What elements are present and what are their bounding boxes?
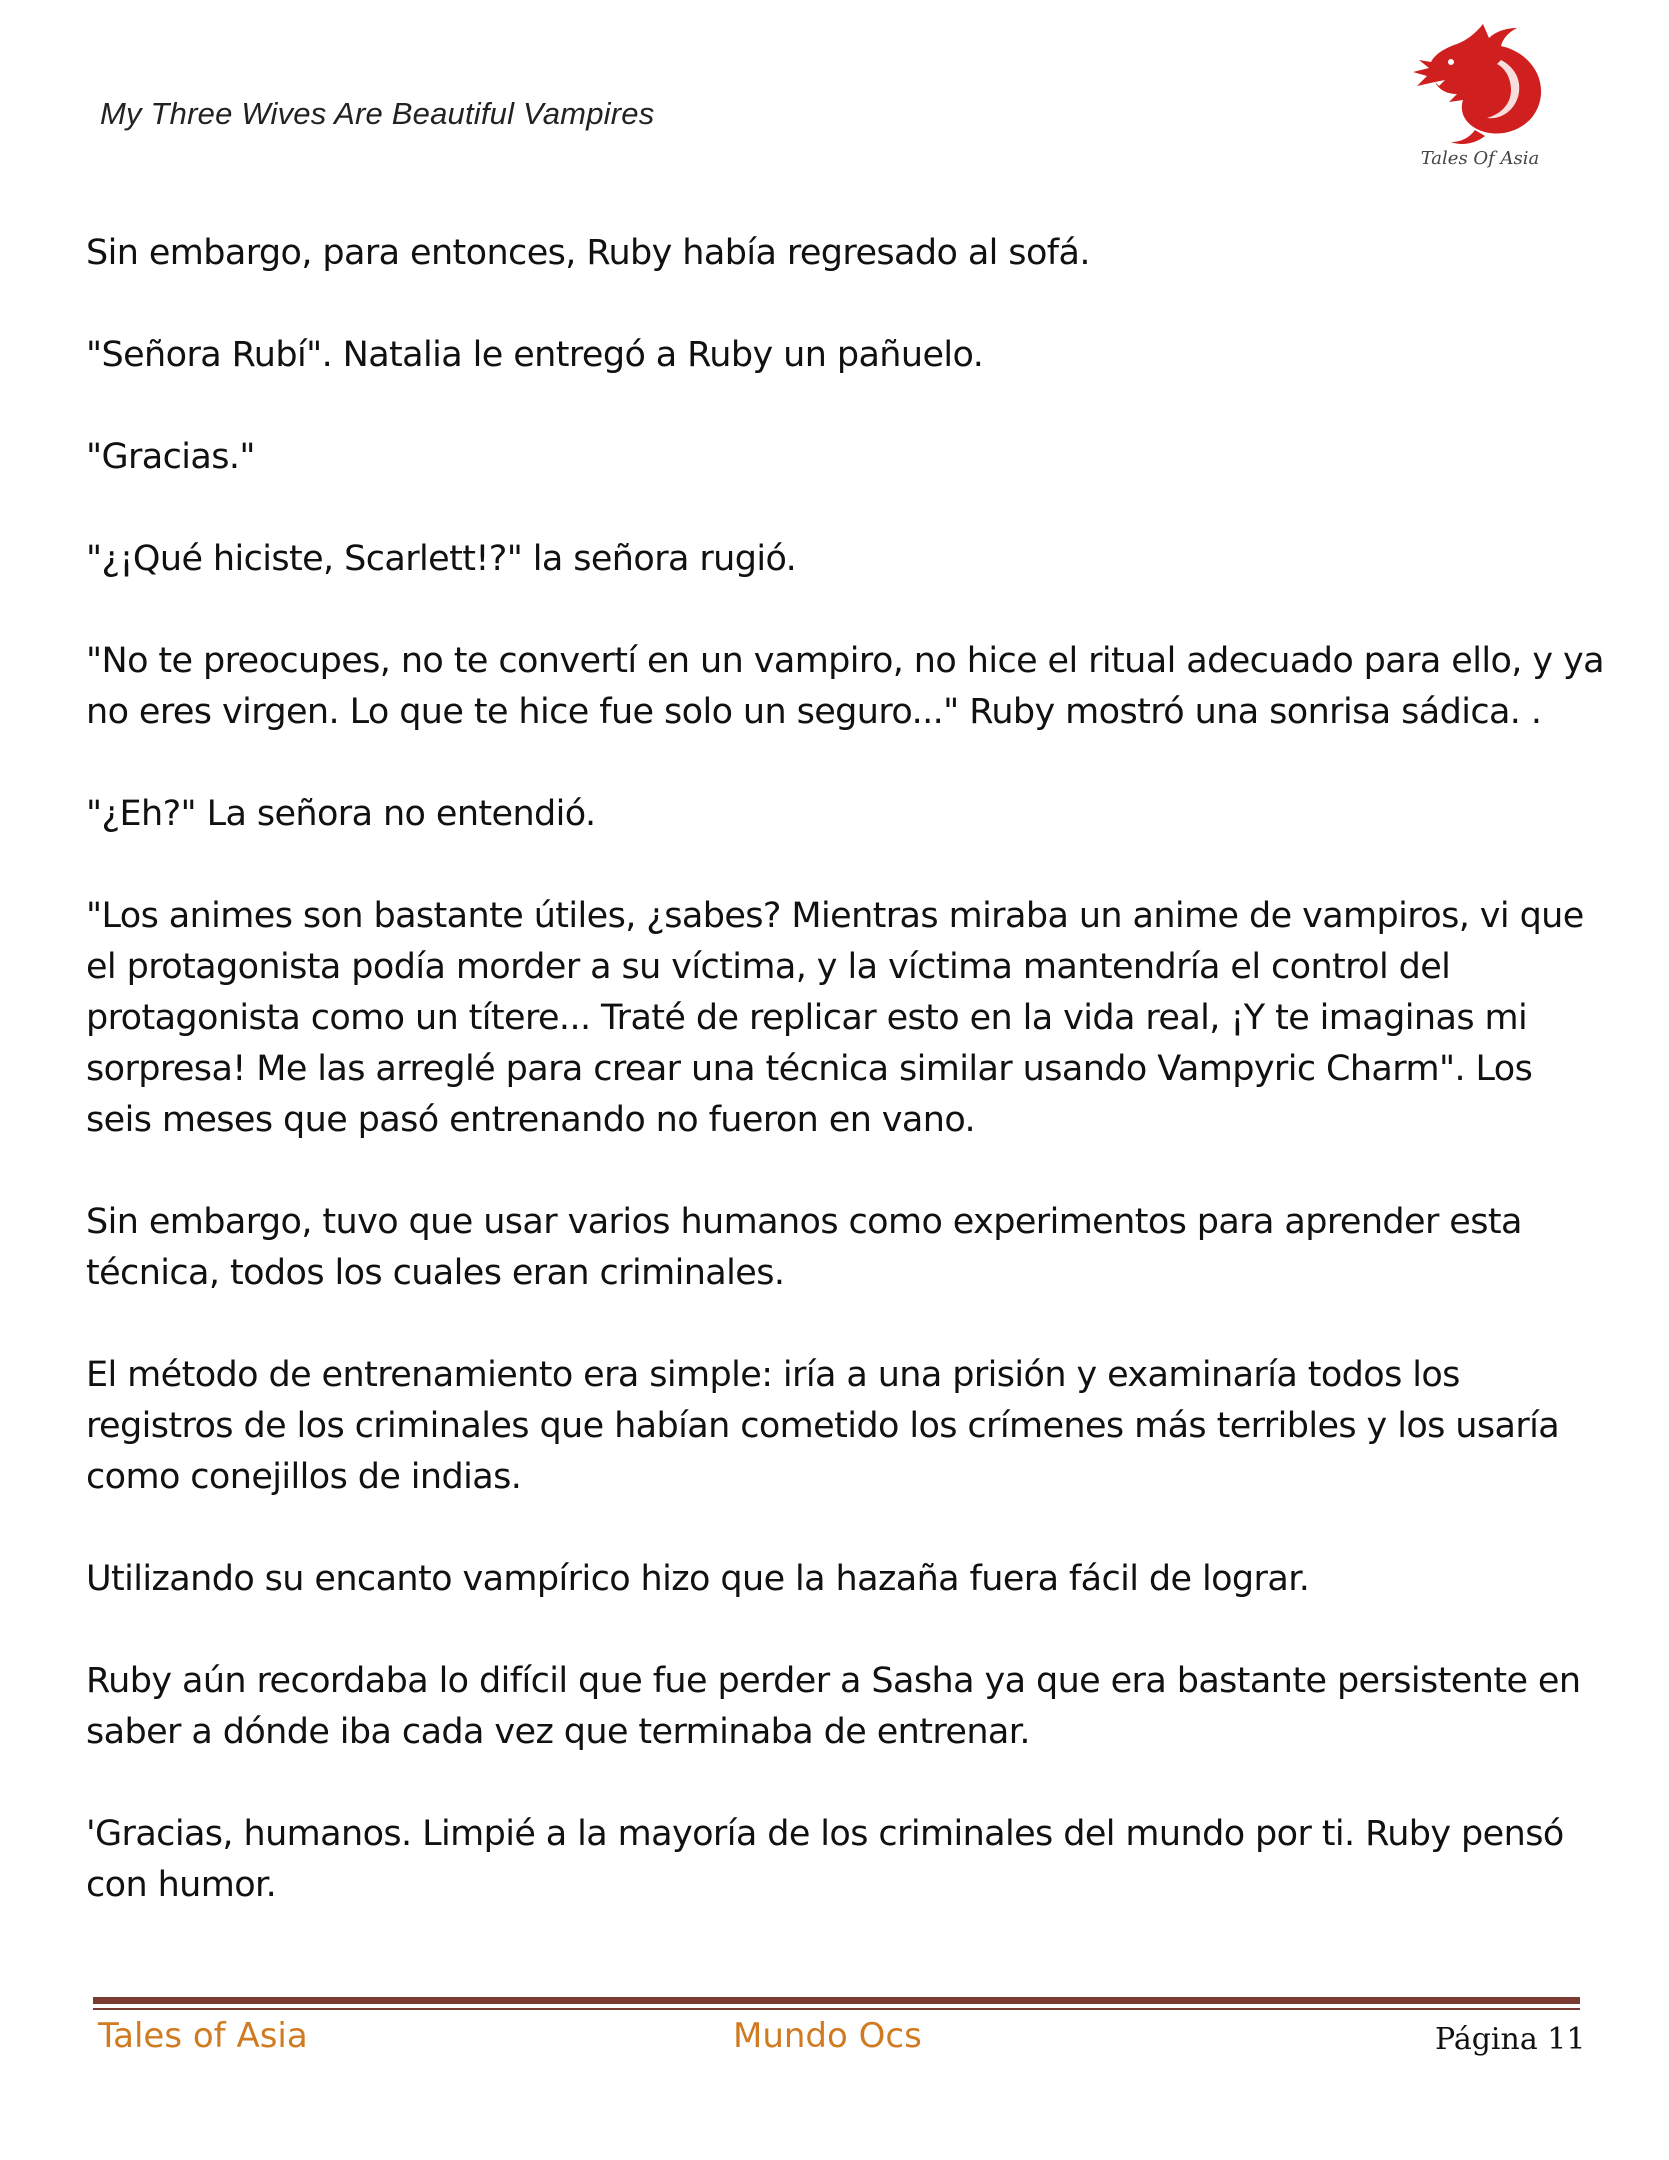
footer-publisher: Tales of Asia [98,2016,308,2056]
paragraph: Sin embargo, tuvo que usar varios humanos como experimentos para aprender esta técnica, todos los cuales eran criminales. [86,1202,1522,1293]
paragraph: Sin embargo, para entonces, Ruby había regresado al sofá. [86,233,1090,273]
paragraph: "¿Eh?" La señora no entendió. [86,794,596,834]
document-body [86,228,1606,1962]
document-title: My Three Wives Are Beautiful Vampires [100,96,655,131]
paragraph: "Señora Rubí". Natalia le entregó a Ruby un pañuelo. [86,335,984,375]
paragraph: "No te preocupes, no te convertí en un vampiro, no hice el ritual adecuado para ello, y ya no eres virgen. Lo que te hice fue solo un seguro..." Ruby mostró una sonrisa sádica. . [86,641,1604,732]
paragraph: El método de entrenamiento era simple: iría a una prisión y examinaría todos los registros de los criminales que habían cometido los crímenes más terribles y los usaría como conejillos de indias. [86,1355,1560,1497]
logo-text: Tales Of Asia [1420,148,1540,169]
dragon-logo-icon [1405,20,1555,150]
page-number: Página 11 [1435,2022,1586,2057]
paragraph: Utilizando su encanto vampírico hizo que la hazaña fuera fácil de lograr. [86,1559,1310,1599]
footer-translator: Mundo Ocs [733,2016,922,2056]
paragraph: "Gracias." [86,437,255,477]
paragraph: "¿¡Qué hiciste, Scarlett!?" la señora rugió. [86,539,797,579]
paragraph: Ruby aún recordaba lo difícil que fue perder a Sasha ya que era bastante persistente en saber a dónde iba cada vez que terminaba de entrenar. [86,1661,1581,1752]
tales-of-asia-logo [1405,20,1575,180]
paragraph: 'Gracias, humanos. Limpié a la mayoría de los criminales del mundo por ti. Ruby pensó con humor. [86,1814,1564,1905]
paragraph: "Los animes son bastante útiles, ¿sabes? Mientras miraba un anime de vampiros, vi que el protagonista podía morder a su víctima, y la víctima mantendría el control del protagonista como un títere... Traté de replicar esto en la vida real, ¡Y te imaginas mi sorpresa! Me las arreglé para crear una técnica similar usando Vampyric Charm". Los seis meses que pasó entrenando no fueron en vano. [86,896,1584,1140]
